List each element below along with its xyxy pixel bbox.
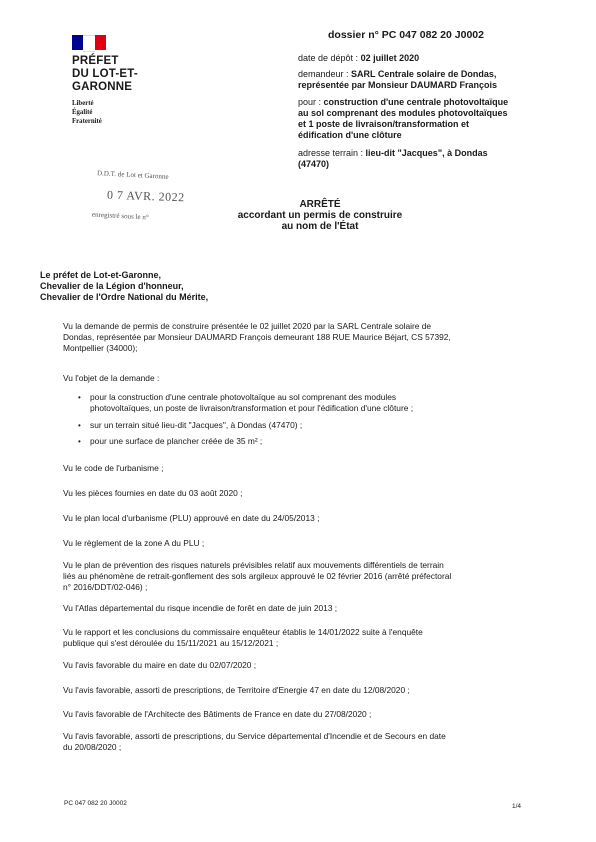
pour: pour : construction d'une centrale photovoltaïque (298, 97, 509, 107)
vu-plu: Vu le plan local d'urbanisme (PLU) approuvé en date du 24/05/2013 ; (63, 513, 320, 523)
bullet-icon: • (78, 437, 81, 446)
vu-zone: Vu le règlement de la zone A du PLU ; (63, 538, 205, 548)
list-item: • pour la construction d'une centrale photovoltaïque au sol comprenant des modules photovoltaïques, un poste de livraison/transformation et pour l'édification d'une clôture ; (78, 392, 414, 413)
demandeur: demandeur : SARL Centrale solaire de Dondas, (298, 69, 497, 79)
stamp-ddt: D.D.T. de Lot et Garonne (96, 169, 169, 181)
vu-te47: Vu l'avis favorable, assorti de prescriptions, de Territoire d'Energie 47 en date du 12/08/2020 ; (63, 685, 410, 695)
pour-line2: au sol comprenant des modules photovoltaïques (298, 108, 508, 118)
prefet-signatory-block: Le préfet de Lot-et-Garonne, Chevalier de la Légion d'honneur, Chevalier de l'Ordre National du Mérite, (40, 270, 209, 303)
pour-line4: édification d'une clôture (298, 130, 402, 140)
arrete-title: ARRÊTÉ accordant un permis de construire au nom de l'État (237, 199, 403, 232)
adresse-terrain: adresse terrain : lieu-dit "Jacques", à Dondas (298, 148, 488, 158)
vu-objet: Vu l'objet de la demande : (63, 373, 160, 383)
prefet-title: PRÉFET DU LOT-ET- GARONNE (72, 55, 138, 93)
vu-atlas: Vu l'Atlas départemental du risque incendie de forêt en date de juin 2013 ; (63, 603, 338, 613)
stamp-date: 0 7 AVR. 2022 (106, 187, 185, 205)
list-item: • sur un terrain situé lieu-dit "Jacques", à Dondas (47470) ; (78, 420, 303, 430)
vu-maire: Vu l'avis favorable du maire en date du 02/07/2020 ; (63, 660, 257, 670)
dossier-number: dossier n° PC 047 082 20 J0002 (328, 29, 484, 41)
vu-abf: Vu l'avis favorable de l'Architecte des Bâtiments de France en date du 27/08/2020 ; (63, 709, 372, 719)
vu-demande: Vu la demande de permis de construire présentée le 02 juillet 2020 par la SARL Centrale solaire de Dondas, représentée par Monsieur DAUMARD François demeurant 188 RUE Maurice Béjart, CS 57392, Montpellier (34000); (63, 321, 451, 353)
list-item: • pour une surface de plancher créée de 35 m² ; (78, 436, 263, 446)
demandeur-line2: représentée par Monsieur DAUMARD François (298, 80, 498, 90)
footer-reference: PC 047 082 20 J0002 (64, 800, 127, 807)
republique-flag-logo (72, 35, 106, 50)
vu-code-urbanisme: Vu le code de l'urbanisme ; (63, 463, 164, 473)
page-number: 1/4 (512, 803, 522, 810)
bullet-icon: • (78, 393, 81, 402)
date-depot: date de dépôt : 02 juillet 2020 (298, 53, 420, 63)
adresse-terrain-line2: (47470) (298, 159, 330, 169)
republic-motto: Liberté Égalité Fraternité (72, 100, 102, 125)
vu-rapport: Vu le rapport et les conclusions du commissaire enquêteur établis le 14/01/2022 suite à l'enquête publique qui s'est déroulée du 15/11/2021 au 15/12/2021 ; (63, 627, 423, 648)
pour-line3: et 1 poste de livraison/transformation et (298, 119, 470, 129)
stamp-enregistre: enregistré sous le n° (91, 210, 149, 222)
vu-pieces: Vu les pièces fournies en date du 03 août 2020 ; (63, 488, 243, 498)
bullet-icon: • (78, 421, 81, 430)
vu-ppr: Vu le plan de prévention des risques naturels prévisibles relatif aux mouvements différentiels de terrain liés au phénomène de retrait-gonflement des sols argileux approuvé le 02 février 2016 (arrêté préfectoral n° 2016/DDT/02-046) ; (63, 560, 452, 592)
vu-sdis: Vu l'avis favorable, assorti de prescriptions, du Service départemental d'Incendie et de Secours en date du 20/08/2020 ; (63, 731, 446, 752)
